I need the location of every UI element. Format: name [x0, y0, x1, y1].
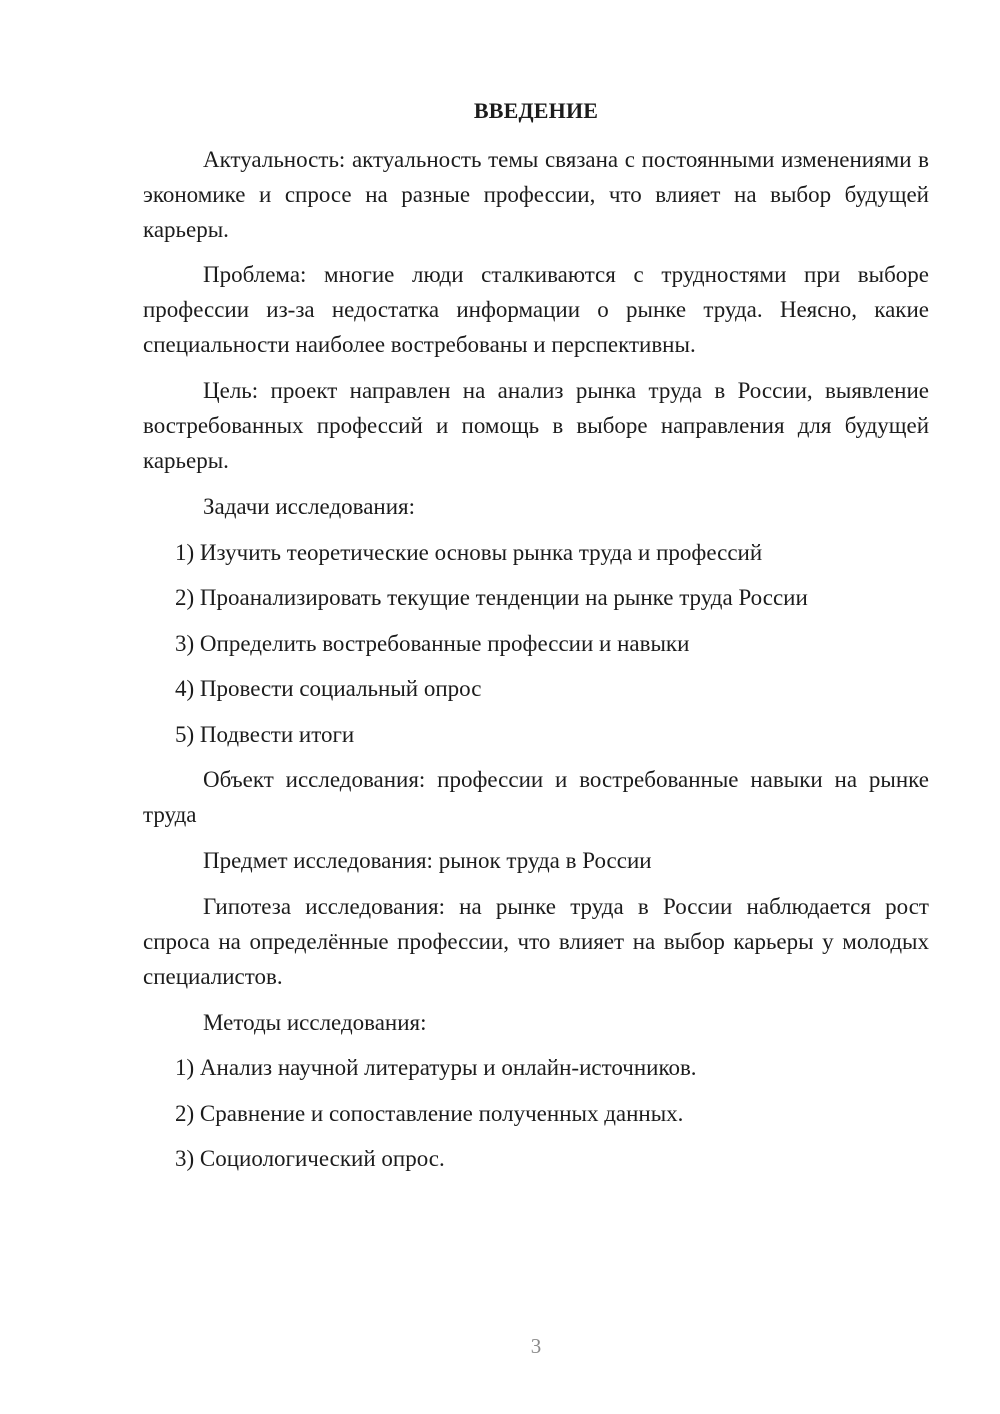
task-item-3: 3) Определить востребованные профессии и навыки: [175, 631, 690, 656]
paragraph-object: Объект исследования: профессии и востребованные навыки на рынке труда: [143, 767, 929, 827]
paragraph-problem: Проблема: многие люди сталкиваются с трудностями при выборе профессии из-за недостатка информации о рынке труда. Неясно, какие специальности наиболее востребованы и перспективны.: [143, 262, 929, 357]
paragraph-relevance: Актуальность: актуальность темы связана с постоянными изменениями в экономике и спросе на разные профессии, что влияет на выбор будущей карьеры.: [143, 147, 929, 242]
page-title: ВВЕДЕНИЕ: [473, 98, 599, 123]
tasks-heading: Задачи исследования:: [203, 494, 416, 519]
task-item-4: 4) Провести социальный опрос: [175, 676, 482, 701]
method-item-3: 3) Социологический опрос.: [175, 1146, 445, 1171]
page-number: 3: [530, 1334, 542, 1358]
paragraph-subject: Предмет исследования: рынок труда в России: [203, 848, 652, 873]
paragraph-goal: Цель: проект направлен на анализ рынка труда в России, выявление востребованных профессий и помощь в выборе направления для будущей карьеры.: [143, 378, 929, 473]
method-item-2: 2) Сравнение и сопоставление полученных данных.: [175, 1101, 684, 1126]
method-item-1: 1) Анализ научной литературы и онлайн-источников.: [175, 1055, 697, 1080]
task-item-5: 5) Подвести итоги: [175, 722, 355, 747]
task-item-1: 1) Изучить теоретические основы рынка труда и профессий: [175, 540, 763, 565]
task-item-2: 2) Проанализировать текущие тенденции на рынке труда России: [175, 585, 808, 610]
methods-heading: Методы исследования:: [203, 1010, 427, 1035]
paragraph-hypothesis: Гипотеза исследования: на рынке труда в России наблюдается рост спроса на определённые профессии, что влияет на выбор карьеры у молодых специалистов.: [143, 894, 929, 989]
